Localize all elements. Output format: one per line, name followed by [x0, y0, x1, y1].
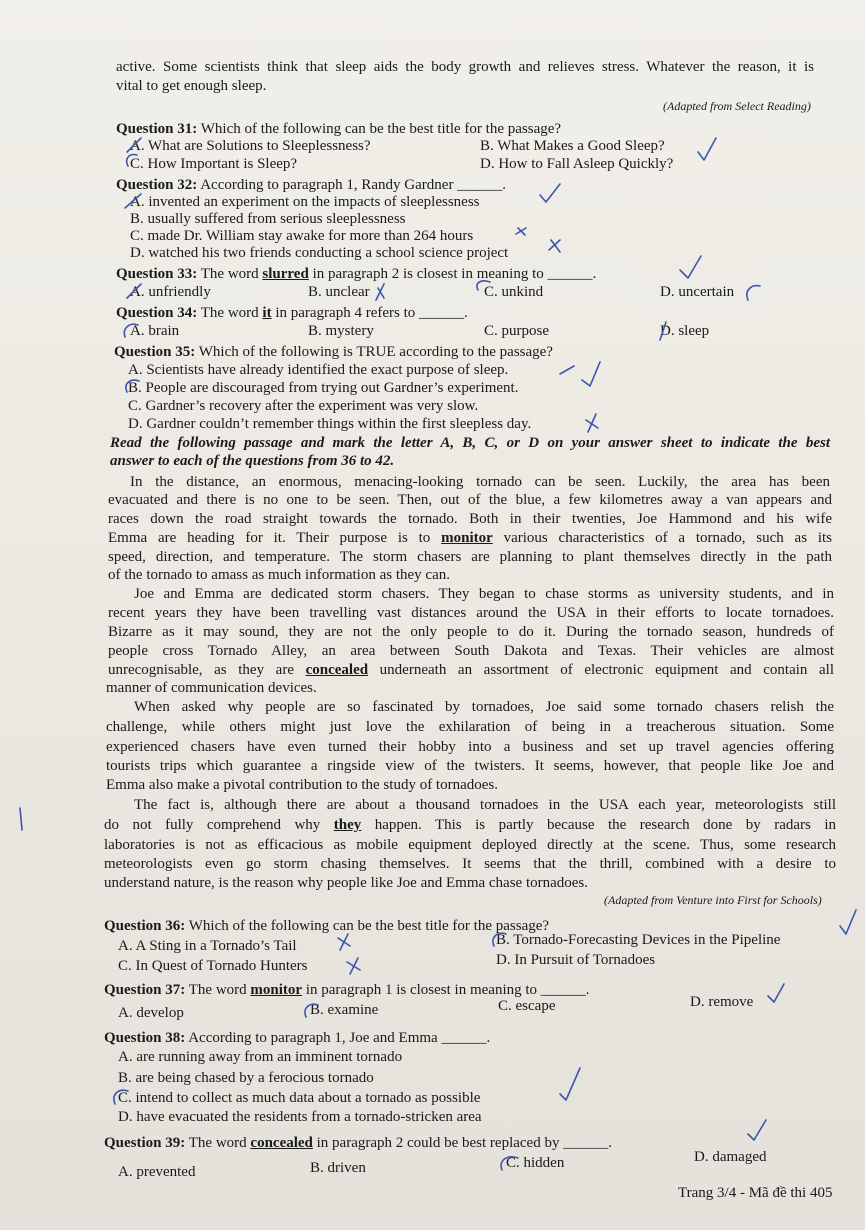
p1-line-4: Emma are heading for it. Their purpose is to monitor various characteristics of a tornado, such as its: [108, 530, 833, 546]
p1-line-5: speed, direction, and temperature. The storm chasers are planning to plant themselves directly in the path: [108, 549, 832, 565]
q34-option-a[interactable]: A. brain: [130, 323, 180, 339]
question-34: Question 34: The word it in paragraph 4 refers to ______.: [116, 305, 468, 321]
q39-option-d[interactable]: D. damaged: [694, 1149, 767, 1165]
question-37: Question 37: The word monitor in paragraph 1 is closest in meaning to ______.: [104, 982, 590, 998]
question-35: Question 35: Which of the following is TRUE according to the passage?: [114, 344, 553, 360]
q32-check: [540, 184, 560, 202]
q35-option-b[interactable]: B. People are discouraged from trying out Gardner’s experiment.: [128, 380, 519, 396]
p4-line-1: The fact is, although there are about a thousand tornadoes in the USA each year, meteorologists still: [134, 797, 836, 813]
keyword-it: it: [262, 305, 272, 321]
p2-line-3: Bizarre as it may sound, they are not the only people to do it. During the tornado season, hundreds of: [108, 624, 834, 640]
passage-tail-line-2: vital to get enough sleep.: [116, 78, 267, 94]
p3-line-5: Emma also make a pivotal contribution to the study of tornadoes.: [106, 777, 498, 793]
q33-option-a[interactable]: A. unfriendly: [130, 284, 211, 300]
q32-option-b[interactable]: B. usually suffered from serious sleeplessness: [130, 211, 406, 227]
q31-option-b[interactable]: B. What Makes a Good Sleep?: [480, 138, 665, 154]
p4-line-3: laboratories is not as efficacious as mobile equipment deployed directly at the scene. Thus, some research: [104, 837, 836, 853]
q36-check: [840, 910, 856, 934]
p1-line-1: In the distance, an enormous, menacing-looking tornado can be seen. Luckily, the area has been: [130, 474, 830, 490]
q34-option-c[interactable]: C. purpose: [484, 323, 549, 339]
p2-line-6: manner of communication devices.: [106, 680, 317, 696]
p2-line-2: recent years they have been travelling vast distances around the USA in their efforts to locate tornadoes.: [108, 605, 834, 621]
page-footer: Trang 3/4 - Mã đề thi 405: [678, 1185, 833, 1201]
q37-check: [768, 984, 784, 1002]
q36-option-c[interactable]: C. In Quest of Tornado Hunters: [118, 958, 308, 974]
p2-line-4: people cross Tornado Alley, an area between South Dakota and Texas. Their vehicles are almost: [108, 643, 834, 659]
p3-line-2: challenge, while others might just love the exhilaration of being in a treacherous situation. Some: [106, 719, 834, 735]
p3-line-4: tourists trips which guarantee a ringside view of the twisters. It seems, however, that people like Joe and: [106, 758, 834, 774]
question-36: Question 36: Which of the following can be the best title for the passage?: [104, 918, 550, 934]
q39-option-c[interactable]: C. hidden: [506, 1155, 565, 1171]
source-credit-2: (Adapted from Venture into First for Schools): [604, 893, 822, 907]
p4-line-4: meteorologists even go storm chasing themselves. It seems that the thrill, combined with a desire to: [104, 856, 836, 872]
q33-option-b[interactable]: B. unclear: [308, 284, 370, 300]
q31-option-a[interactable]: A. What are Solutions to Sleeplessness?: [130, 138, 371, 154]
q35-check: [582, 362, 600, 386]
q39-option-b[interactable]: B. driven: [310, 1160, 366, 1176]
q32-option-c[interactable]: C. made Dr. William stay awake for more than 264 hours: [130, 228, 474, 244]
passage-tail-line-1: active. Some scientists think that sleep aids the body growth and relieves stress. Whatever the reason, it is: [116, 59, 814, 75]
q31-option-d[interactable]: D. How to Fall Asleep Quickly?: [480, 156, 674, 172]
question-32: Question 32: According to paragraph 1, Randy Gardner ______.: [116, 177, 506, 193]
source-credit-1: (Adapted from Select Reading): [663, 99, 811, 113]
p3-line-3: experienced chasers have even turned their hobby into a business and set up travel agencies offering: [106, 739, 834, 755]
q38-option-a[interactable]: A. are running away from an imminent tornado: [118, 1049, 403, 1065]
q35-cross-d: [586, 414, 598, 432]
q32-option-d[interactable]: D. watched his two friends conducting a school science project: [130, 245, 509, 261]
keyword-concealed: concealed: [305, 662, 369, 678]
instruction-line-2: answer to each of the questions from 36 to 42.: [110, 453, 395, 469]
p1-line-2: evacuated and there is no one to be seen. Then, out of the blue, a few kilometres away a van appears and: [108, 492, 832, 508]
p2-line-5: unrecognisable, as they are concealed underneath an assortment of electronic equipment and contain all: [108, 662, 834, 678]
instruction-line-1: Read the following passage and mark the letter A, B, C, or D on your answer sheet to indicate the best: [110, 435, 830, 451]
q36-option-a[interactable]: A. A Sting in a Tornado’s Tail: [118, 938, 297, 954]
q36-cross-a: [338, 934, 350, 950]
q31-option-c[interactable]: C. How Important is Sleep?: [130, 156, 298, 172]
margin-mark: [20, 808, 22, 830]
p2-line-1: Joe and Emma are dedicated storm chasers. They began to chase storms as university students, and in: [134, 586, 834, 602]
q37-option-a[interactable]: A. develop: [118, 1005, 184, 1021]
q35-option-a[interactable]: A. Scientists have already identified the exact purpose of sleep.: [128, 362, 509, 378]
q32-cross-c: [516, 228, 526, 235]
q39-check: [748, 1120, 766, 1140]
q37-option-b[interactable]: B. examine: [310, 1002, 379, 1018]
q37-option-d[interactable]: D. remove: [690, 994, 754, 1010]
q33-hook-d: [747, 286, 760, 300]
q39-option-a[interactable]: A. prevented: [118, 1164, 196, 1180]
q35-option-c[interactable]: C. Gardner’s recovery after the experiment was very slow.: [128, 398, 479, 414]
q34-option-d[interactable]: D. sleep: [660, 323, 710, 339]
keyword-monitor-q37: monitor: [250, 982, 303, 998]
q32-cross-d: [549, 240, 560, 252]
q38-option-c[interactable]: C. intend to collect as much data about a tornado as possible: [118, 1090, 481, 1106]
q36-option-d[interactable]: D. In Pursuit of Tornadoes: [496, 952, 656, 968]
q33-option-c[interactable]: C. unkind: [484, 284, 544, 300]
q33-option-d[interactable]: D. uncertain: [660, 284, 735, 300]
q33-cross-b: [376, 284, 384, 300]
q33-check: [680, 256, 701, 278]
q34-option-b[interactable]: B. mystery: [308, 323, 374, 339]
p1-line-6: of the tornado to amass as much information as they can.: [108, 567, 450, 583]
q35-option-d[interactable]: D. Gardner couldn’t remember things within the first sleepless day.: [128, 416, 532, 432]
keyword-concealed-q39: concealed: [250, 1135, 313, 1151]
question-38: Question 38: According to paragraph 1, Joe and Emma ______.: [104, 1030, 491, 1046]
keyword-monitor: monitor: [441, 530, 493, 546]
q38-check: [560, 1068, 580, 1100]
q36-cross-c: [347, 958, 360, 974]
p1-line-3: races down the road straight towards the tornado. Both in their twenties, Joe Hammond and his wife: [108, 511, 832, 527]
q38-option-b[interactable]: B. are being chased by a ferocious tornado: [118, 1070, 374, 1086]
p4-line-5: understand nature, is the reason why people like Joe and Emma chase tornadoes.: [104, 875, 589, 891]
question-33: Question 33: The word slurred in paragraph 2 is closest in meaning to ______.: [116, 266, 597, 282]
p4-line-2: do not fully comprehend why they happen. This is partly because the research done by radars in: [104, 817, 836, 833]
q36-option-b[interactable]: B. Tornado-Forecasting Devices in the Pipeline: [496, 932, 781, 948]
q31-check: [698, 138, 716, 160]
keyword-they: they: [333, 817, 362, 833]
keyword-slurred: slurred: [262, 266, 309, 282]
question-39: Question 39: The word concealed in paragraph 2 could be best replaced by ______.: [104, 1135, 612, 1151]
q32-option-a[interactable]: A. invented an experiment on the impacts of sleeplessness: [130, 194, 480, 210]
p3-line-1: When asked why people are so fascinated by tornadoes, Joe said some tornado chasers relish the: [134, 699, 834, 715]
q38-option-d[interactable]: D. have evacuated the residents from a tornado-stricken area: [118, 1109, 482, 1125]
q35-slash-a: [560, 366, 574, 374]
q37-option-c[interactable]: C. escape: [498, 998, 556, 1014]
question-31: Question 31: Which of the following can be the best title for the passage?: [116, 121, 562, 137]
